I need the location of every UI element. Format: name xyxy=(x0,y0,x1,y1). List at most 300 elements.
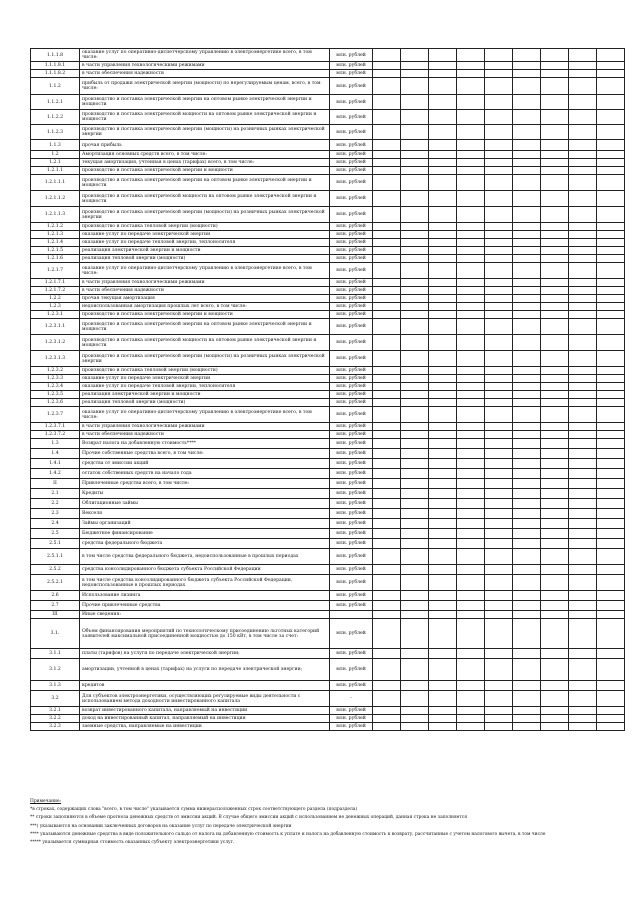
value-cell xyxy=(457,375,485,383)
row-code: 3.2.1 xyxy=(31,707,80,715)
value-cell xyxy=(513,62,541,70)
value-cell xyxy=(513,303,541,311)
row-unit: млн. рублей xyxy=(330,619,373,649)
value-cell xyxy=(597,207,625,223)
value-cell xyxy=(513,715,541,723)
row-name: возврат инвестированного капитала, направляемый на инвестиции xyxy=(80,707,330,715)
value-cell xyxy=(541,479,569,489)
value-cell xyxy=(569,509,597,519)
table-row xyxy=(31,287,625,295)
value-cell xyxy=(597,279,625,287)
value-cell xyxy=(485,49,513,62)
value-cell xyxy=(373,399,401,407)
row-name: Прочие привлеченные средства xyxy=(80,601,330,611)
value-cell xyxy=(569,459,597,469)
row-code: 3.2 xyxy=(31,691,80,707)
value-cell xyxy=(457,449,485,459)
value-cell xyxy=(401,303,429,311)
value-cell xyxy=(541,175,569,191)
value-cell xyxy=(541,110,569,125)
value-cell xyxy=(373,279,401,287)
value-cell xyxy=(429,70,457,78)
row-code: 1.2.1.4 xyxy=(31,239,80,247)
value-cell xyxy=(569,575,597,591)
value-cell xyxy=(401,375,429,383)
value-cell xyxy=(485,707,513,715)
value-cell xyxy=(597,159,625,167)
value-cell xyxy=(597,140,625,151)
value-cell xyxy=(513,95,541,110)
row-code: 2.2 xyxy=(31,499,80,509)
note-2: ** строки заполняются в объеме прогноза денежных средств от эмиссии акций. В случае общего эмиссии акций с использованием не денежных операций, данная строка не заполняется xyxy=(30,815,467,821)
value-cell xyxy=(513,311,541,319)
value-cell xyxy=(541,78,569,95)
value-cell xyxy=(569,423,597,431)
row-code: 1.2.3.7 xyxy=(31,407,80,423)
value-cell xyxy=(513,175,541,191)
value-cell xyxy=(373,469,401,479)
value-cell xyxy=(429,619,457,649)
row-unit: млн. рублей xyxy=(330,95,373,110)
value-cell xyxy=(597,125,625,140)
value-cell xyxy=(541,159,569,167)
row-unit: млн. рублей xyxy=(330,399,373,407)
value-cell xyxy=(569,489,597,499)
row-unit: млн. рублей xyxy=(330,539,373,549)
note-4: **** указываются денежные средства в виде положительного сальдо от налога на добавленную стоимость к уплате и налога на добавленную стоимость к возврату, рассчитанные с учетом налогового вычета, в том числе xyxy=(30,831,546,837)
value-cell xyxy=(457,549,485,565)
value-cell xyxy=(401,489,429,499)
row-unit: млн. рублей xyxy=(330,439,373,449)
value-cell xyxy=(513,375,541,383)
value-cell xyxy=(569,167,597,175)
value-cell xyxy=(429,287,457,295)
value-cell xyxy=(597,715,625,723)
row-code: 1.2.1.1.1 xyxy=(31,175,80,191)
value-cell xyxy=(457,49,485,62)
value-cell xyxy=(373,611,401,619)
row-unit: млн. рублей xyxy=(330,140,373,151)
value-cell xyxy=(513,459,541,469)
value-cell xyxy=(541,519,569,529)
value-cell xyxy=(401,459,429,469)
value-cell xyxy=(597,649,625,659)
row-name: прочая текущая амортизация xyxy=(80,295,330,303)
row-name: в части управления технологическими режимами xyxy=(80,62,330,70)
value-cell xyxy=(457,140,485,151)
value-cell xyxy=(457,423,485,431)
value-cell xyxy=(513,659,541,681)
value-cell xyxy=(485,151,513,159)
row-unit: млн. рублей xyxy=(330,303,373,311)
value-cell xyxy=(485,247,513,255)
row-code: 1.1.2.1 xyxy=(31,95,80,110)
note-3: ***) указываются на основании заключенных договоров на оказание услуг по передаче электрической энергии xyxy=(30,823,292,829)
value-cell xyxy=(485,207,513,223)
value-cell xyxy=(401,263,429,279)
row-name: реализация тепловой энергии (мощности) xyxy=(80,399,330,407)
table-row xyxy=(31,459,625,469)
value-cell xyxy=(457,191,485,207)
row-unit: млн. рублей xyxy=(330,295,373,303)
value-cell xyxy=(457,715,485,723)
value-cell xyxy=(597,423,625,431)
row-code: 1.4.1 xyxy=(31,459,80,469)
value-cell xyxy=(485,715,513,723)
row-code: 1.3 xyxy=(31,439,80,449)
value-cell xyxy=(513,519,541,529)
value-cell xyxy=(541,351,569,367)
value-cell xyxy=(485,383,513,391)
row-name: средства от эмиссии акций xyxy=(80,459,330,469)
value-cell xyxy=(457,469,485,479)
row-unit: млн. рублей xyxy=(330,723,373,731)
value-cell xyxy=(429,78,457,95)
row-code: 1.4 xyxy=(31,449,80,459)
value-cell xyxy=(373,539,401,549)
row-name: Использование лизинга xyxy=(80,591,330,601)
value-cell xyxy=(401,110,429,125)
value-cell xyxy=(373,191,401,207)
row-name: производство и поставка тепловой энергии (мощности) xyxy=(80,367,330,375)
value-cell xyxy=(401,239,429,247)
value-cell xyxy=(401,159,429,167)
value-cell xyxy=(373,707,401,715)
value-cell xyxy=(457,255,485,263)
row-code: 1.2.2 xyxy=(31,295,80,303)
value-cell xyxy=(373,49,401,62)
row-unit: млн. рублей xyxy=(330,263,373,279)
value-cell xyxy=(513,263,541,279)
value-cell xyxy=(569,691,597,707)
row-code: 1.2.1.6 xyxy=(31,255,80,263)
note-5: ***** указывается суммарная стоимость оказанных субъекту электроэнергетики услуг. xyxy=(30,840,235,846)
row-name: оказание услуг по передаче тепловой энергии, теплоносителя xyxy=(80,239,330,247)
value-cell xyxy=(597,311,625,319)
row-unit: - xyxy=(330,691,373,707)
value-cell xyxy=(569,469,597,479)
value-cell xyxy=(569,539,597,549)
value-cell xyxy=(597,231,625,239)
value-cell xyxy=(541,469,569,479)
value-cell xyxy=(597,519,625,529)
row-code: 2.1 xyxy=(31,489,80,499)
value-cell xyxy=(513,167,541,175)
value-cell xyxy=(569,175,597,191)
value-cell xyxy=(513,351,541,367)
value-cell xyxy=(429,469,457,479)
value-cell xyxy=(429,479,457,489)
value-cell xyxy=(541,399,569,407)
value-cell xyxy=(457,62,485,70)
value-cell xyxy=(429,311,457,319)
value-cell xyxy=(541,70,569,78)
value-cell xyxy=(485,659,513,681)
value-cell xyxy=(541,591,569,601)
value-cell xyxy=(373,681,401,691)
value-cell xyxy=(457,335,485,351)
value-cell xyxy=(569,383,597,391)
value-cell xyxy=(373,70,401,78)
value-cell xyxy=(541,239,569,247)
table-row xyxy=(31,449,625,459)
value-cell xyxy=(401,175,429,191)
row-unit: млн. рублей xyxy=(330,319,373,335)
row-name: Возврат налога на добавленную стоимость**** xyxy=(80,439,330,449)
value-cell xyxy=(569,78,597,95)
value-cell xyxy=(457,95,485,110)
value-cell xyxy=(373,489,401,499)
value-cell xyxy=(485,529,513,539)
value-cell xyxy=(513,723,541,731)
value-cell xyxy=(373,159,401,167)
row-name: оказание услуг по передаче тепловой энергии, теплоносителя xyxy=(80,383,330,391)
row-code: 1.2.3.1.1 xyxy=(31,319,80,335)
value-cell xyxy=(373,95,401,110)
value-cell xyxy=(373,175,401,191)
row-name: производство и поставка электрической энергии на оптовом рынке электрической энергии и мощности xyxy=(80,95,330,110)
value-cell xyxy=(373,449,401,459)
value-cell xyxy=(457,611,485,619)
value-cell xyxy=(485,407,513,423)
value-cell xyxy=(485,691,513,707)
row-name: недоиспользованная амортизация прошлых лет всего, в том числе: xyxy=(80,303,330,311)
value-cell xyxy=(429,575,457,591)
row-name: Иные сведения: xyxy=(80,611,330,619)
value-cell xyxy=(457,303,485,311)
value-cell xyxy=(429,207,457,223)
value-cell xyxy=(541,529,569,539)
row-unit: млн. рублей xyxy=(330,151,373,159)
row-unit: млн. рублей xyxy=(330,375,373,383)
value-cell xyxy=(569,159,597,167)
value-cell xyxy=(401,95,429,110)
row-code: 1.2.3.2 xyxy=(31,367,80,375)
value-cell xyxy=(513,449,541,459)
value-cell xyxy=(429,611,457,619)
row-unit: млн. рублей xyxy=(330,423,373,431)
row-unit: млн. рублей xyxy=(330,575,373,591)
value-cell xyxy=(569,223,597,231)
value-cell xyxy=(485,519,513,529)
footnotes xyxy=(30,798,620,847)
value-cell xyxy=(373,207,401,223)
value-cell xyxy=(485,231,513,239)
row-unit: млн. рублей xyxy=(330,549,373,565)
value-cell xyxy=(569,125,597,140)
value-cell xyxy=(401,659,429,681)
row-name: в части обеспечения надежности xyxy=(80,431,330,439)
row-name: Привлеченные средства всего, в том числе: xyxy=(80,479,330,489)
row-code: 1.2.1.1 xyxy=(31,167,80,175)
value-cell xyxy=(597,399,625,407)
value-cell xyxy=(597,601,625,611)
value-cell xyxy=(457,479,485,489)
value-cell xyxy=(457,575,485,591)
value-cell xyxy=(513,78,541,95)
value-cell xyxy=(457,539,485,549)
value-cell xyxy=(429,519,457,529)
row-name: производство и поставка электрической мощности на оптовом рынке электрической энергии и мощности xyxy=(80,335,330,351)
value-cell xyxy=(569,367,597,375)
value-cell xyxy=(569,601,597,611)
value-cell xyxy=(513,649,541,659)
row-unit: млн. рублей xyxy=(330,223,373,231)
value-cell xyxy=(401,601,429,611)
value-cell xyxy=(429,601,457,611)
value-cell xyxy=(569,303,597,311)
value-cell xyxy=(485,159,513,167)
value-cell xyxy=(429,247,457,255)
value-cell xyxy=(597,489,625,499)
row-name: в том числе средства консолидированного бюджета субъекта Российской Федерации, недоиспользованные в прошлых периодах xyxy=(80,575,330,591)
value-cell xyxy=(597,223,625,231)
value-cell xyxy=(457,311,485,319)
value-cell xyxy=(541,439,569,449)
row-code: 1.2.1.7 xyxy=(31,263,80,279)
value-cell xyxy=(401,279,429,287)
value-cell xyxy=(485,439,513,449)
value-cell xyxy=(513,287,541,295)
row-unit: млн. рублей xyxy=(330,279,373,287)
row-code: 3.2.3 xyxy=(31,723,80,731)
value-cell xyxy=(373,479,401,489)
row-unit: млн. рублей xyxy=(330,659,373,681)
value-cell xyxy=(429,159,457,167)
table-row xyxy=(31,707,625,715)
value-cell xyxy=(429,151,457,159)
value-cell xyxy=(429,140,457,151)
notes-title: Примечание: xyxy=(30,799,62,804)
value-cell xyxy=(373,499,401,509)
value-cell xyxy=(401,509,429,519)
value-cell xyxy=(457,459,485,469)
value-cell xyxy=(513,279,541,287)
row-name: средства федерального бюджета xyxy=(80,539,330,549)
value-cell xyxy=(569,110,597,125)
value-cell xyxy=(401,247,429,255)
value-cell xyxy=(485,367,513,375)
value-cell xyxy=(597,375,625,383)
value-cell xyxy=(401,295,429,303)
value-cell xyxy=(569,611,597,619)
row-name: Амортизация основных средств всего, в том числе: xyxy=(80,151,330,159)
value-cell xyxy=(513,255,541,263)
value-cell xyxy=(569,591,597,601)
row-name: производство и поставка тепловой энергии (мощности) xyxy=(80,223,330,231)
value-cell xyxy=(373,311,401,319)
value-cell xyxy=(597,151,625,159)
value-cell xyxy=(485,565,513,575)
value-cell xyxy=(429,303,457,311)
row-code: 1.2 xyxy=(31,151,80,159)
value-cell xyxy=(373,431,401,439)
table-row xyxy=(31,619,625,649)
value-cell xyxy=(485,549,513,565)
row-name: доход на инвестированный капитал, направляемый на инвестиции xyxy=(80,715,330,723)
value-cell xyxy=(513,431,541,439)
value-cell xyxy=(569,499,597,509)
value-cell xyxy=(485,70,513,78)
value-cell xyxy=(457,439,485,449)
value-cell xyxy=(401,255,429,263)
table-row xyxy=(31,649,625,659)
value-cell xyxy=(485,459,513,469)
value-cell xyxy=(569,287,597,295)
value-cell xyxy=(569,479,597,489)
value-cell xyxy=(597,287,625,295)
row-name: Бюджетное финансирование xyxy=(80,529,330,539)
row-unit: млн. рублей xyxy=(330,311,373,319)
row-name: платы (тарифов) на услуги по передаче электрической энергии; xyxy=(80,649,330,659)
value-cell xyxy=(373,110,401,125)
row-code: 1.1.1.8.1 xyxy=(31,62,80,70)
table-row xyxy=(31,295,625,303)
value-cell xyxy=(401,78,429,95)
value-cell xyxy=(373,247,401,255)
value-cell xyxy=(485,303,513,311)
value-cell xyxy=(373,239,401,247)
row-unit: млн. рублей xyxy=(330,125,373,140)
row-name: текущая амортизация, учтенная в ценах (тарифах) всего, в том числе: xyxy=(80,159,330,167)
table-row xyxy=(31,591,625,601)
value-cell xyxy=(569,311,597,319)
value-cell xyxy=(457,207,485,223)
value-cell xyxy=(541,319,569,335)
value-cell xyxy=(457,659,485,681)
value-cell xyxy=(541,287,569,295)
value-cell xyxy=(569,70,597,78)
value-cell xyxy=(457,263,485,279)
value-cell xyxy=(373,151,401,159)
value-cell xyxy=(569,391,597,399)
row-name: в части управления технологическими режимами xyxy=(80,423,330,431)
value-cell xyxy=(541,191,569,207)
row-code: 2.5.2 xyxy=(31,565,80,575)
value-cell xyxy=(485,499,513,509)
value-cell xyxy=(541,407,569,423)
row-unit: млн. рублей xyxy=(330,367,373,375)
table-row xyxy=(31,151,625,159)
row-name: реализация электрической энергии и мощности xyxy=(80,391,330,399)
row-unit: млн. рублей xyxy=(330,335,373,351)
value-cell xyxy=(541,715,569,723)
table-row xyxy=(31,499,625,509)
value-cell xyxy=(373,295,401,303)
row-code: 1.1.3 xyxy=(31,140,80,151)
value-cell xyxy=(457,723,485,731)
value-cell xyxy=(429,295,457,303)
value-cell xyxy=(541,247,569,255)
table-row xyxy=(31,159,625,167)
value-cell xyxy=(541,303,569,311)
value-cell xyxy=(429,49,457,62)
value-cell xyxy=(569,231,597,239)
value-cell xyxy=(541,49,569,62)
row-unit: млн. рублей xyxy=(330,70,373,78)
value-cell xyxy=(485,335,513,351)
row-name: средства консолидированного бюджета субъекта Российской Федерации xyxy=(80,565,330,575)
value-cell xyxy=(541,140,569,151)
value-cell xyxy=(597,439,625,449)
table-row xyxy=(31,479,625,489)
value-cell xyxy=(513,399,541,407)
value-cell xyxy=(569,649,597,659)
value-cell xyxy=(541,231,569,239)
value-cell xyxy=(373,691,401,707)
value-cell xyxy=(541,449,569,459)
table-row xyxy=(31,62,625,70)
